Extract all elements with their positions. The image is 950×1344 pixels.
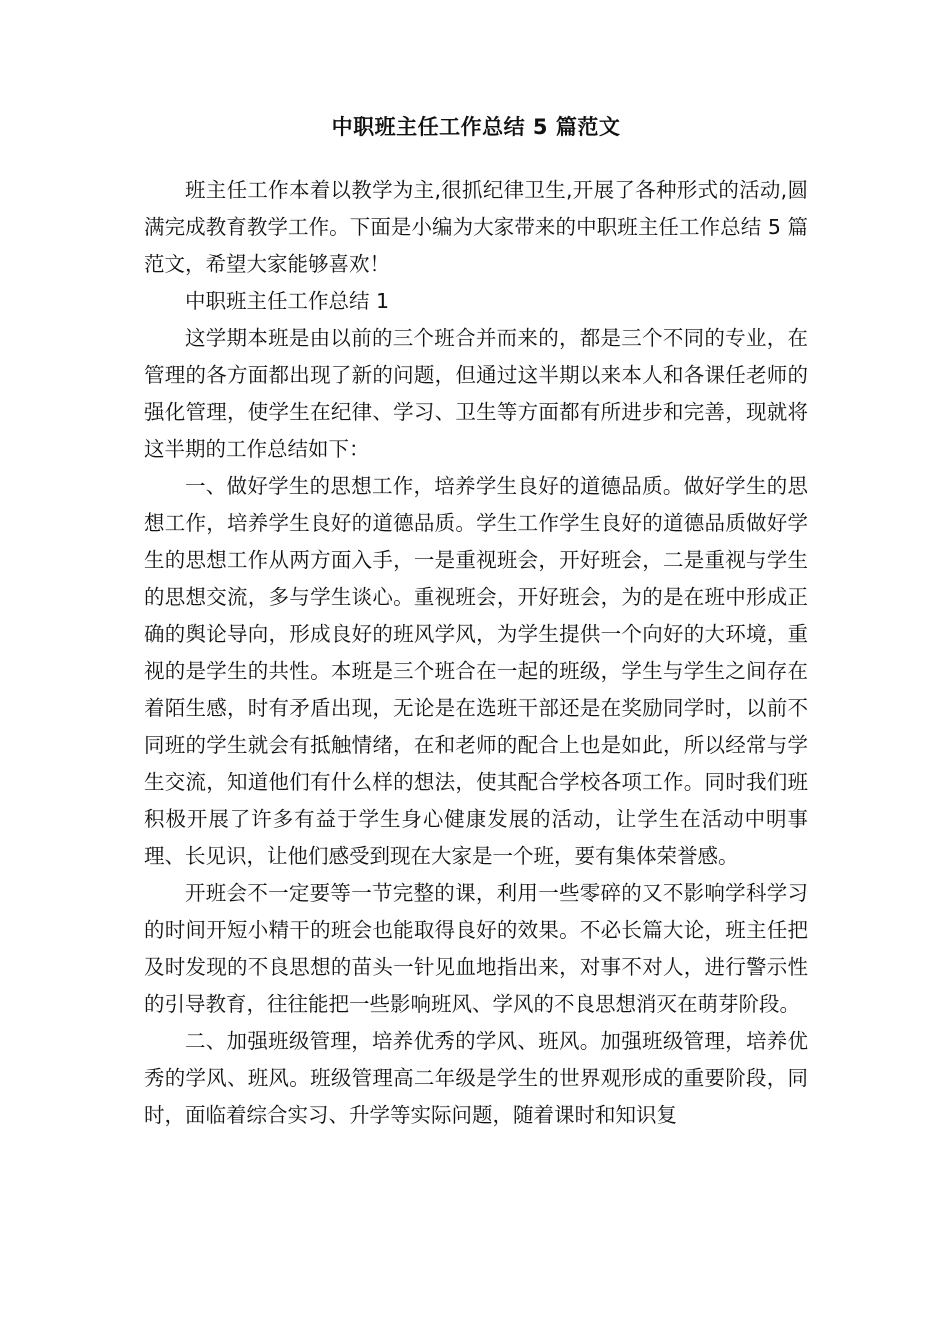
body-paragraph: 二、加强班级管理，培养优秀的学风、班风。加强班级管理，培养优秀的学风、班风。班级管理高二年级是学生的世界观形成的重要阶段，同时，面临着综合实习、升学等实际问题，随着课时和知识复 <box>144 1029 808 1127</box>
document-body <box>144 172 808 1134</box>
body-paragraph: 开班会不一定要等一节完整的课，利用一些零碎的又不影响学科学习的时间开短小精干的班会也能取得良好的效果。不必长篇大论，班主任把及时发现的不良思想的苗头一针见血地指出来，对事不对人，进行警示性的引导教育，往往能把一些影响班风、学风的不良思想消灭在萌芽阶段。 <box>144 881 808 1016</box>
document-page <box>144 0 808 1344</box>
body-paragraph: 一、做好学生的思想工作，培养学生良好的道德品质。做好学生的思想工作，培养学生良好的道德品质。学生工作学生良好的道德品质做好学生的思想工作从两方面入手，一是重视班会，开好班会，二是重视与学生的思想交流，多与学生谈心。重视班会，开好班会，为的是在班中形成正确的舆论导向，形成良好的班风学风，为学生提供一个向好的大环境，重视的是学生的共性。本班是三个班合在一起的班级，学生与学生之间存在着陌生感，时有矛盾出现，无论是在选班干部还是在奖励同学时，以前不同班的学生就会有抵触情绪，在和老师的配合上也是如此，所以经常与学生交流，知道他们有什么样的想法，使其配合学校各项工作。同时我们班积极开展了许多有益于学生身心健康发展的活动，让学生在活动中明事理、长见识，让他们感受到现在大家是一个班，要有集体荣誉感。 <box>144 474 808 868</box>
body-paragraph: 这学期本班是由以前的三个班合并而来的，都是三个不同的专业，在管理的各方面都出现了新的问题，但通过这半期以来本人和各课任老师的强化管理，使学生在纪律、学习、卫生等方面都有所进步和完善，现就将这半期的工作总结如下： <box>144 326 808 461</box>
intro-paragraph: 班主任工作本着以教学为主,很抓纪律卫生,开展了各种形式的活动,圆满完成教育教学工作。下面是小编为大家带来的中职班主任工作总结 5 篇范文，希望大家能够喜欢！ <box>144 178 808 276</box>
section-heading: 中职班主任工作总结 1 <box>185 289 390 313</box>
document-title: 中职班主任工作总结 5 篇范文 <box>331 115 621 139</box>
